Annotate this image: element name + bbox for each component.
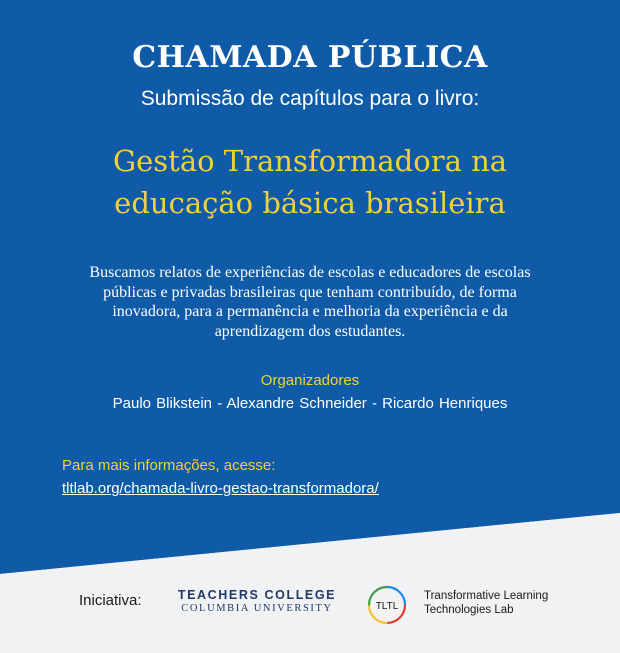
initiative-label: Iniciativa:	[79, 592, 142, 609]
book-title-line-1: Gestão Transformadora na	[112, 144, 508, 178]
book-title	[0, 140, 620, 224]
page-subtitle: Submissão de capítulos para o livro:	[140, 87, 480, 110]
tltl-lab-name	[424, 589, 548, 617]
tltl-name-line-2: Technologies Lab	[424, 604, 514, 616]
columbia-university-name: COLUMBIA UNIVERSITY	[181, 603, 333, 614]
tltl-name-line-1: Transformative Learning	[424, 590, 549, 602]
book-title-line-2: educação básica brasileira	[114, 186, 506, 220]
tltl-circle-logo-icon	[366, 584, 408, 626]
teachers-college-logo	[177, 588, 337, 614]
call-description: Buscamos relatos de experiências de escolas e educadores de escolas públicas e privadas brasileiras que tenham contribuído, de forma inovadora, para a permanência e melhoria da experiência e da aprendizagem dos estudantes.	[89, 264, 531, 340]
info-link[interactable]: tltlab.org/chamada-livro-gestao-transformadora/	[62, 480, 379, 497]
page-title: CHAMADA PÚBLICA	[132, 40, 488, 75]
organizers-names: Paulo Blikstein - Alexandre Schneider - Ricardo Henriques	[112, 395, 508, 412]
organizers-heading: Organizadores	[260, 372, 360, 389]
more-info-label: Para mais informações, acesse:	[62, 457, 276, 474]
tltl-mark-text: TLTL	[375, 601, 399, 612]
teachers-college-name: TEACHERS COLLEGE	[177, 588, 337, 602]
